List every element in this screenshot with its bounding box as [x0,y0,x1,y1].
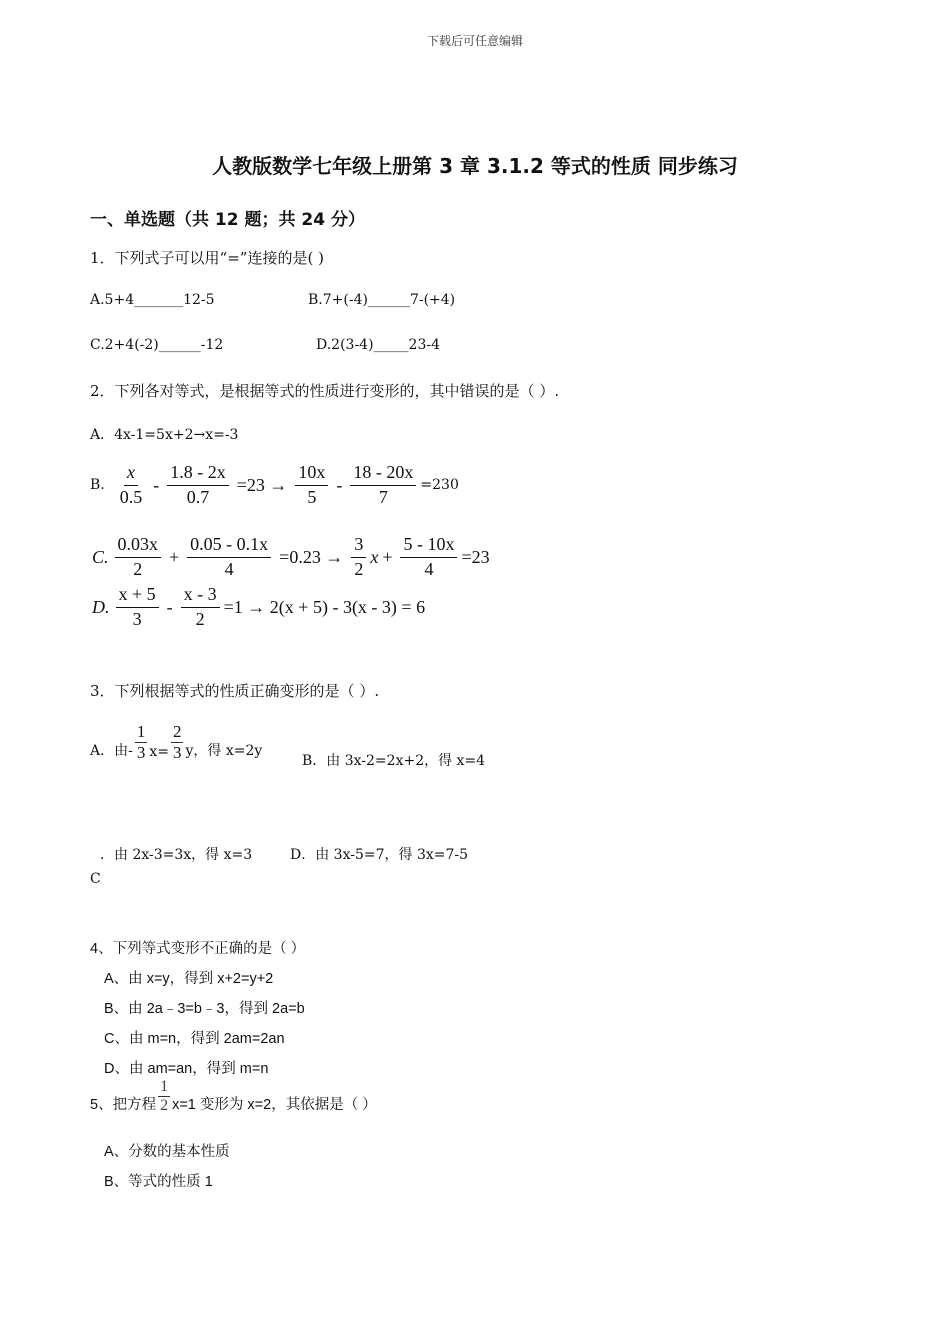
q2-c-fraction-1: $\frac{0.03x}{2}$ [115,535,162,580]
q2-c-fraction-3: $\frac{3}{2}$ [351,535,366,580]
q3-option-b: B．由 3x-2=2x+2，得 x=4 [302,753,486,769]
header-note: 下载后可任意编辑 [426,34,523,48]
q3-option-c: ．由 2x-3=3x，得 x=3 [100,847,253,863]
q5-fraction: $\frac{1}{2}$ [160,1078,169,1115]
q2-option-a: A．4x-1=5x+2→x=-3 [90,427,239,443]
q4-option-d: D、由 am=an，得到 m=n [104,1061,269,1077]
q2-c-label: C. [92,546,109,567]
q2-d-fraction-1: $\frac{x + 5}{3}$ [116,585,159,630]
q2-b-fraction-3: $\frac{10x}{5}$ [295,463,328,508]
q1-option-b: B.7+(-4)______7-(+4) [308,292,456,308]
q2-stem: 2．下列各对等式，是根据等式的性质进行变形的，其中错误的是（ ）. [90,382,560,400]
q4-option-a: A、由 x=y，得到 x+2=y+2 [104,971,274,987]
q2-b-fraction-1: $\frac{x}{0.5}$ [119,462,143,507]
q3-stem: 3．下列根据等式的性质正确变形的是（ ）. [90,682,380,700]
page-title: 人教版数学七年级上册第 3 章 3.1.2 等式的性质 同步练习 [212,154,738,178]
q5-option-b: B、等式的性质 1 [104,1174,213,1190]
q2-c-fraction-4: $\frac{5 - 10x}{4}$ [400,535,457,580]
q2-b-fraction-4: $\frac{18 - 20x}{7}$ [350,463,416,508]
section-heading: 一、单选题（共 12 题；共 24 分） [90,210,365,230]
q2-d-label: D. [92,596,110,617]
q1-stem: 1．下列式子可以用“=”连接的是( ) [90,249,324,267]
q2-d-fraction-2: $\frac{x - 3}{2}$ [181,585,220,630]
q2-c-fraction-2: $\frac{0.05 - 0.1x}{4}$ [187,535,271,580]
q3-a-fraction-1: $\frac{1}{3}$ [136,722,146,762]
q3-a-fraction-2: $\frac{2}{3}$ [172,722,182,762]
q2-option-b: B. $\frac{x}{0.5}$ - $\frac{1.8 - 2x}{0.7}$ =23 → $\frac{10x}{5}$ - $\frac{18 - 20x}{7}$ =230 [90,462,459,507]
q4-option-b: B、由 2a﹣3=b﹣3，得到 2a=b [104,1001,305,1017]
q3-option-a: A．由- $\frac{1}{3}$ x= $\frac{2}{3}$ y，得 x=2y [90,722,263,762]
q3-option-d: D．由 3x-5=7，得 3x=7-5 [290,847,469,863]
q2-option-c: C. $\frac{0.03x}{2}$ + $\frac{0.05 - 0.1x}{4}$ =0.23 → $\frac{3}{2}$ x + $\frac{5 - 10x}{4}$ =23 [92,534,490,579]
q3-option-c-letter: C [90,871,101,887]
q4-stem: 4、下列等式变形不正确的是（ ） [90,941,306,957]
q2-b-label: B. [90,477,105,494]
q2-b-fraction-2: $\frac{1.8 - 2x}{0.7}$ [167,463,229,508]
q1-option-a: A.5+4_______12-5 [90,292,215,308]
q1-option-c: C.2+4(-2)______-12 [90,337,224,353]
q5-stem: 5、把方程 $\frac{1}{2}$ x=1 变形为 x=2，其依据是（ ） [90,1078,377,1115]
q2-option-d: D. $\frac{x + 5}{3}$ - $\frac{x - 3}{2}$ =1 → 2(x + 5) - 3(x - 3) = 6 [92,584,426,629]
q1-option-d: D.2(3-4)_____23-4 [316,337,441,353]
q5-option-a: A、分数的基本性质 [104,1144,230,1160]
q4-option-c: C、由 m=n，得到 2am=2an [104,1031,285,1047]
